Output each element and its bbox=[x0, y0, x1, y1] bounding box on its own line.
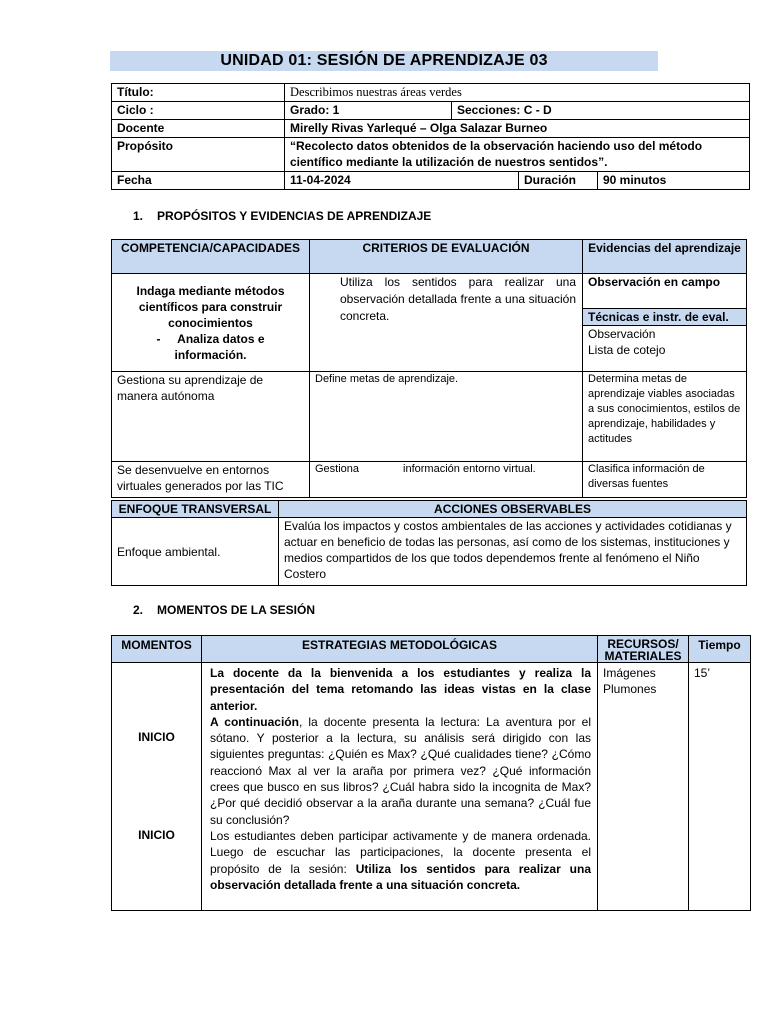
recursos-header: RECURSOS/ MATERIALES bbox=[598, 636, 689, 663]
evidencias-table bbox=[111, 239, 747, 498]
momentos-table bbox=[111, 635, 751, 911]
criterio-gestiona: Define metas de aprendizaje. bbox=[310, 372, 583, 462]
session-info-table bbox=[111, 83, 750, 190]
competencia-indaga: Indaga mediante métodos científicos para construir conocimientos - Analiza datos e información. bbox=[112, 274, 310, 372]
acciones-value: Evalúa los impactos y costos ambientales de las acciones y actividades cotidianas y actuar en beneficio de todas las personas, así como de los sistemas, instituciones y medios compartidos de los que todos dependemos frente al fenómeno el Niño Costero bbox=[279, 518, 747, 586]
section-1-heading: 1. PROPÓSITOS Y EVIDENCIAS DE APRENDIZAJE bbox=[133, 209, 432, 223]
estrategia-proposito: Los estudiantes deben participar activamente y de manera ordenada. Luego de escuchar las participaciones, la docente presenta el propósito de la sesión: Utiliza los sentidos para realizar una observación detallada frente a una situación concreta. bbox=[210, 828, 591, 892]
tiempo-cell: 15’ bbox=[689, 663, 751, 911]
enfoque-value: Enfoque ambiental. bbox=[112, 518, 279, 586]
enfoque-table bbox=[111, 500, 747, 586]
recursos-cell: Imágenes Plumones bbox=[598, 663, 689, 911]
titulo-label: Título: bbox=[112, 84, 285, 102]
evidencias-header: Evidencias del aprendizaje bbox=[583, 240, 747, 274]
page-title: UNIDAD 01: SESIÓN DE APRENDIZAJE 03 bbox=[110, 51, 658, 71]
section-2-heading: 2. MOMENTOS DE LA SESIÓN bbox=[133, 603, 316, 617]
estrategia-lectura: A continuación, la docente presenta la lectura: La aventura por el sótano. Y posterior a la lectura, su análisis será dirigido con las siguientes preguntas: ¿Quién es Max? ¿Qué cualidades tiene? ¿Cómo reaccionó Max al ver la araña por primera vez? ¿Qué información crees que busco en sus libros? ¿Cuál habra sido la incognita de Max? ¿Por qué decidió observar a la araña durante una semana? ¿Cuál fue su conclusión? bbox=[210, 714, 591, 827]
enfoque-header: ENFOQUE TRANSVERSAL bbox=[112, 501, 279, 518]
momentos-header: MOMENTOS bbox=[112, 636, 202, 663]
criterio-indaga: Utiliza los sentidos para realizar una observación detallada frente a una situación concreta. bbox=[310, 274, 583, 372]
tecnicas-list: Observación Lista de cotejo bbox=[583, 326, 747, 372]
acciones-header: ACCIONES OBSERVABLES bbox=[279, 501, 747, 518]
proposito-value: “Recolecto datos obtenidos de la observación haciendo uso del método científico mediante la utilización de nuestros sentidos”. bbox=[285, 138, 750, 172]
titulo-value: Describimos nuestras áreas verdes bbox=[285, 84, 750, 102]
competencia-gestiona: Gestiona su aprendizaje de manera autónoma bbox=[112, 372, 310, 462]
docente-label: Docente bbox=[112, 120, 285, 138]
competencia-tic: Se desenvuelve en entornos virtuales generados por las TIC bbox=[112, 462, 310, 498]
competencia-header: COMPETENCIA/CAPACIDADES bbox=[112, 240, 310, 274]
criterios-header: CRITERIOS DE EVALUACIÓN bbox=[310, 240, 583, 274]
criterio-tic: Gestiona información entorno virtual. bbox=[310, 462, 583, 498]
evidencia-tic: Clasifica información de diversas fuentes bbox=[583, 462, 747, 498]
docente-value: Mirelly Rivas Yarlequé – Olga Salazar Burneo bbox=[285, 120, 750, 138]
evidencia-gestiona: Determina metas de aprendizaje viables asociadas a sus conocimientos, estilos de aprendizaje, habilidades y actitudes bbox=[583, 372, 747, 462]
estrategias-header: ESTRATEGIAS METODOLÓGICAS bbox=[202, 636, 598, 663]
momento-cell bbox=[112, 663, 202, 911]
momento-inicio-2: INICIO bbox=[138, 828, 175, 842]
fecha-label: Fecha bbox=[112, 172, 285, 190]
estrategias-cell bbox=[202, 663, 598, 911]
tecnicas-header: Técnicas e instr. de eval. bbox=[583, 309, 747, 326]
duracion-value: 90 minutos bbox=[598, 172, 750, 190]
estrategia-bienvenida: La docente da la bienvenida a los estudiantes y realiza la presentación del tema retomando las ideas vistas en la clase anterior. bbox=[210, 666, 591, 713]
evidencia-indaga: Observación en campo bbox=[583, 274, 747, 309]
proposito-label: Propósito bbox=[112, 138, 285, 172]
ciclo-label: Ciclo : bbox=[112, 102, 285, 120]
momento-inicio-1: INICIO bbox=[138, 730, 175, 744]
grado-value: Grado: 1 bbox=[285, 102, 452, 120]
tiempo-header: Tiempo bbox=[689, 636, 751, 663]
duracion-label: Duración bbox=[519, 172, 598, 190]
fecha-value: 11-04-2024 bbox=[285, 172, 519, 190]
secciones-value: Secciones: C - D bbox=[452, 102, 750, 120]
